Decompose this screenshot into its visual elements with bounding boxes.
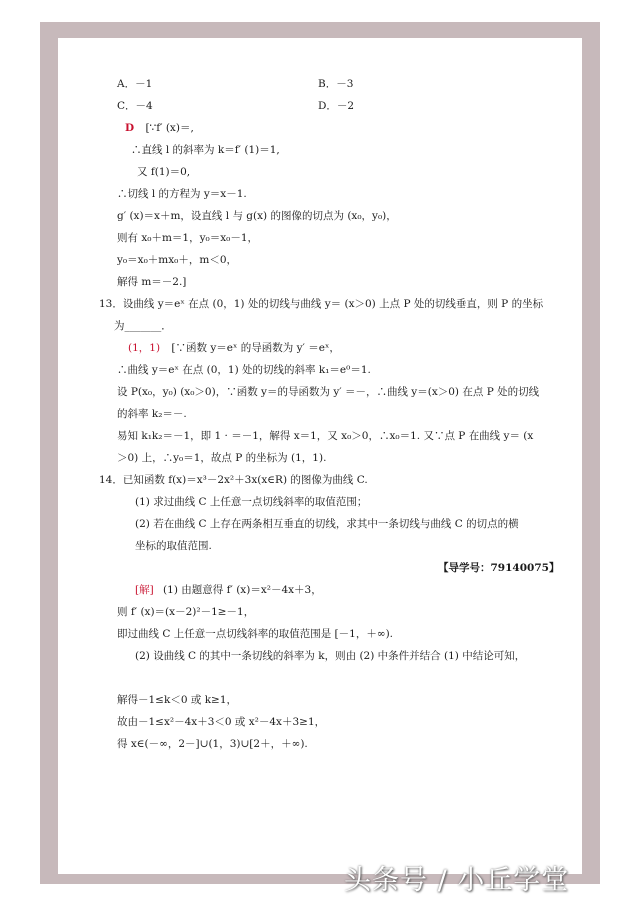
q12-line-5: 则有 x₀＋m＝1，y₀＝x₀－1， (117, 232, 259, 244)
q14-line-5: 得 x∈(－∞，2－]∪(1，3)∪[2＋，＋∞). (117, 738, 308, 750)
option-d: D．－2 (318, 100, 355, 112)
q12-line-4: g′ (x)＝x＋m，设直线 l 与 g(x) 的图像的切点为 (x₀，y₀)， (117, 210, 397, 222)
watermark: 头条号 / 小丘学堂 (344, 865, 570, 896)
q13-question-line1: 13．设曲线 y＝eˣ 在点 (0，1) 处的切线与曲线 y＝ (x＞0) 上点 P 处的切线垂直，则 P 的坐标 (99, 298, 544, 310)
q13-answer: (1，1) (128, 342, 161, 354)
q12-answer-line (125, 121, 194, 135)
q14-part2-line2: 坐标的取值范围. (135, 540, 212, 552)
q13-line-1: 设 P(x₀，y₀) (x₀＞0)，∵函数 y＝的导函数为 y′ ＝－，∴曲线 y＝(x＞0) 在点 P 处的切线 (117, 386, 540, 398)
q13-answer-line (128, 341, 340, 355)
q14-line-3: 解得－1≤k＜0 或 k≥1， (117, 694, 238, 706)
guide-code: 【导学号：79140075】 (438, 562, 560, 574)
q14-question: 14．已知函数 f(x)＝x³－2x²＋3x(x∈R) 的图像为曲线 C. (99, 474, 368, 486)
q12-line-0: [∵f′ (x)＝, (145, 122, 194, 134)
q14-part2-line1: (2) 若在曲线 C 上存在两条相互垂直的切线，求其中一条切线与曲线 C 的切点的横 (135, 518, 519, 530)
q14-line-0: 则 f′ (x)＝(x－2)²－1≥－1， (117, 606, 255, 618)
q13-question-line2: 为_______． (114, 320, 172, 332)
q14-line-2: (2) 设曲线 C 的其中一条切线的斜率为 k，则由 (2) 中条件并结合 (1) 中结论可知， (135, 650, 526, 662)
option-c: C．－4 (117, 100, 153, 112)
option-a: A．－1 (117, 78, 153, 90)
q13-line-2: 的斜率 k₂＝－. (117, 408, 187, 420)
q12-answer: D (125, 122, 135, 134)
q12-line-2: 又 f(1)＝0, (137, 166, 191, 178)
q12-line-6: y₀＝x₀＋mx₀＋，m＜0， (117, 254, 237, 266)
option-b: B．－3 (318, 78, 354, 90)
q12-line-3: ∴切线 l 的方程为 y＝x－1. (117, 188, 247, 200)
solution-label: [解] (135, 584, 154, 596)
q13-line-3: 易知 k₁k₂＝－1，即 1 · ＝－1，解得 x＝1，又 x₀＞0，∴x₀＝1. 又∵点 P 在曲线 y＝ (x (117, 430, 534, 442)
q14-solution-first: (1) 由题意得 f′ (x)＝x²－4x＋3， (163, 584, 322, 596)
q14-line-4: 故由－1≤x²－4x＋3＜0 或 x²－4x＋3≥1， (117, 716, 326, 728)
q13-answer-rest: [∵函数 y＝eˣ 的导函数为 y′ ＝eˣ， (171, 342, 340, 354)
q12-line-1: ∴直线 l 的斜率为 k＝f′ (1)＝1, (131, 144, 280, 156)
q14-part1: (1) 求过曲线 C 上任意一点切线斜率的取值范围； (135, 496, 368, 508)
q13-line-0: ∴曲线 y＝eˣ 在点 (0，1) 处的切线的斜率 k₁＝e⁰＝1. (117, 364, 371, 376)
q14-line-1: 即过曲线 C 上任意一点切线斜率的取值范围是 [－1，＋∞). (117, 628, 394, 640)
q12-line-7: 解得 m＝－2.] (117, 276, 187, 288)
q14-solution-first-line (135, 583, 322, 597)
q13-line-4: ＞0) 上，∴y₀＝1，故点 P 的坐标为 (1，1). (117, 452, 327, 464)
